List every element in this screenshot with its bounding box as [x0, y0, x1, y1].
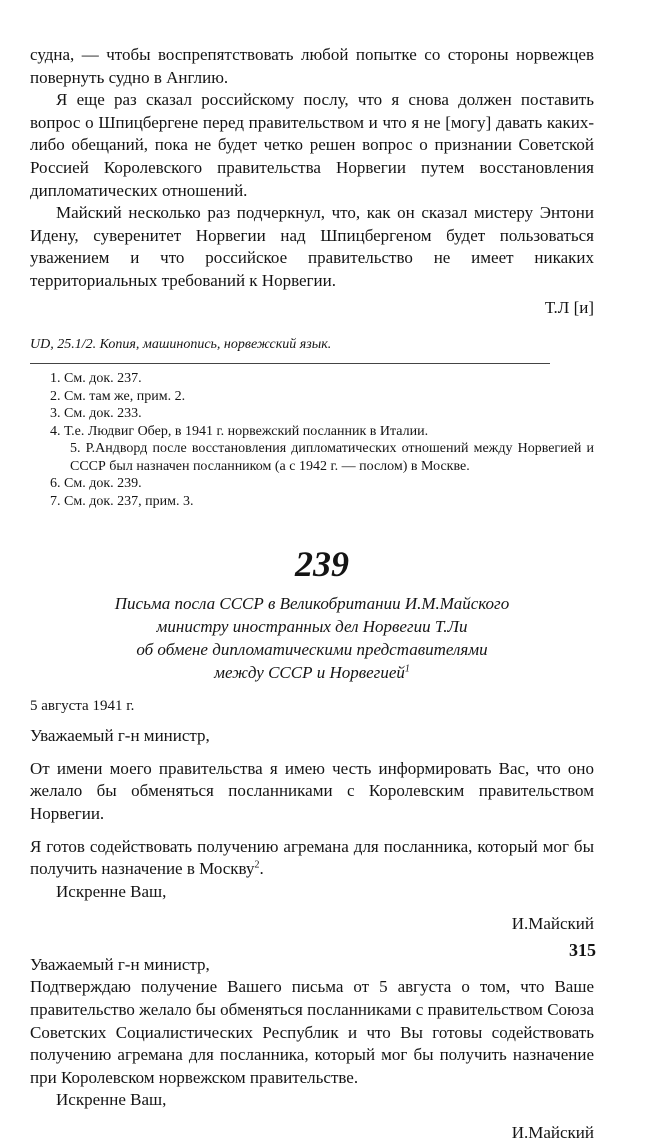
- document-title: [30, 592, 594, 684]
- spacer: [30, 748, 594, 758]
- letter2-paragraph: Подтверждаю получение Вашего письма от 5 августа о том, что Ваше правительство желало бы обменяться посланниками с правительством Союза Советских Социалистических Республик и что Вы готовы содействовать получению агремана для посланника, который мог бы получить назначение при Королевском норвежском правительстве.: [30, 977, 594, 1087]
- footnote-marker: 2: [254, 859, 260, 871]
- footnotes-list: [30, 370, 594, 510]
- letter-date: 5 августа 1941 г.: [30, 698, 135, 715]
- title-footnote-marker: 1: [404, 663, 410, 675]
- paragraph-maisky-statement: Майский несколько раз подчеркнул, что, как он сказал мистеру Энтони Идену, суверенитет Норвегии над Шпицбергеном будет пользоваться уважением и что российское правительство не имеет никаких территориальных требований к Норвегии.: [30, 203, 594, 290]
- continuation-paragraph: судна, — чтобы воспрепятствовать любой попытке со стороны норвежцев повернуть судно в Англию.: [30, 45, 594, 87]
- footnote: 2. См. там же, прим. 2.: [50, 388, 186, 404]
- letter1-p2-text: Я готов содействовать получению агремана для посланника, который мог бы получить назначение в Москву: [30, 836, 594, 879]
- letter1-closing: Искренне Ваш,: [56, 881, 167, 901]
- letter1-paragraph-agrement: [30, 836, 594, 881]
- footnote: 4. Т.е. Людвиг Обер, в 1941 г. норвежский посланник в Италии.: [50, 423, 429, 439]
- page-number: 315: [569, 940, 596, 960]
- paragraph-spitsbergen-question: Я еще раз сказал российскому послу, что я снова должен поставить вопрос о Шпицбергене перед правительством и что я не [могу] давать каких-либо обещаний, пока не будет четко решен вопрос о признании Советской Россией Королевского правительства Норвегии путем восстановления дипломатических отношений.: [30, 90, 594, 200]
- document-number: 239: [295, 544, 349, 585]
- spacer: [30, 826, 594, 836]
- footnote: 5. Р.Андворд после восстановления дипломатических отношений между Норвегией и СССР был назначен посланником (а с 1942 г. — послом) в Москве.: [70, 441, 594, 474]
- footnote: 3. См. док. 233.: [50, 406, 142, 422]
- letter1-salutation: Уважаемый г-н министр,: [30, 726, 210, 746]
- footnote: 6. См. док. 239.: [50, 476, 142, 492]
- letter2-salutation: Уважаемый г-н министр,: [30, 954, 210, 974]
- spacer: [30, 936, 594, 954]
- letter2-closing: Искренне Ваш,: [56, 1090, 167, 1110]
- letter1-p2-end: .: [259, 859, 264, 879]
- notes-divider: [30, 363, 550, 364]
- spacer: [30, 903, 594, 913]
- title-line-text: между СССР и Норвегией: [214, 663, 405, 683]
- title-line: министру иностранных дел Норвегии Т.Ли: [156, 617, 468, 637]
- letter1-paragraph: От имени моего правительства я имею честь информировать Вас, что оно желало бы обменяться посланниками с Королевским правительством Норвегии.: [30, 758, 594, 823]
- spacer: [30, 1112, 594, 1122]
- letter2-signature: И.Майский: [511, 1123, 594, 1143]
- signature-tl: Т.Л [и]: [544, 297, 594, 317]
- title-line: об обмене дипломатическими представителями: [136, 640, 488, 660]
- title-line: Письма посла СССР в Великобритании И.М.Майского: [114, 594, 510, 614]
- footnote: 7. См. док. 237, прим. 3.: [50, 493, 194, 509]
- source-reference: UD, 25.1/2. Копия, машинопись, норвежский язык.: [30, 337, 332, 353]
- title-line-last: [30, 661, 594, 684]
- letter1-signature: И.Майский: [511, 914, 594, 934]
- footnote: 1. См. док. 237.: [50, 371, 142, 387]
